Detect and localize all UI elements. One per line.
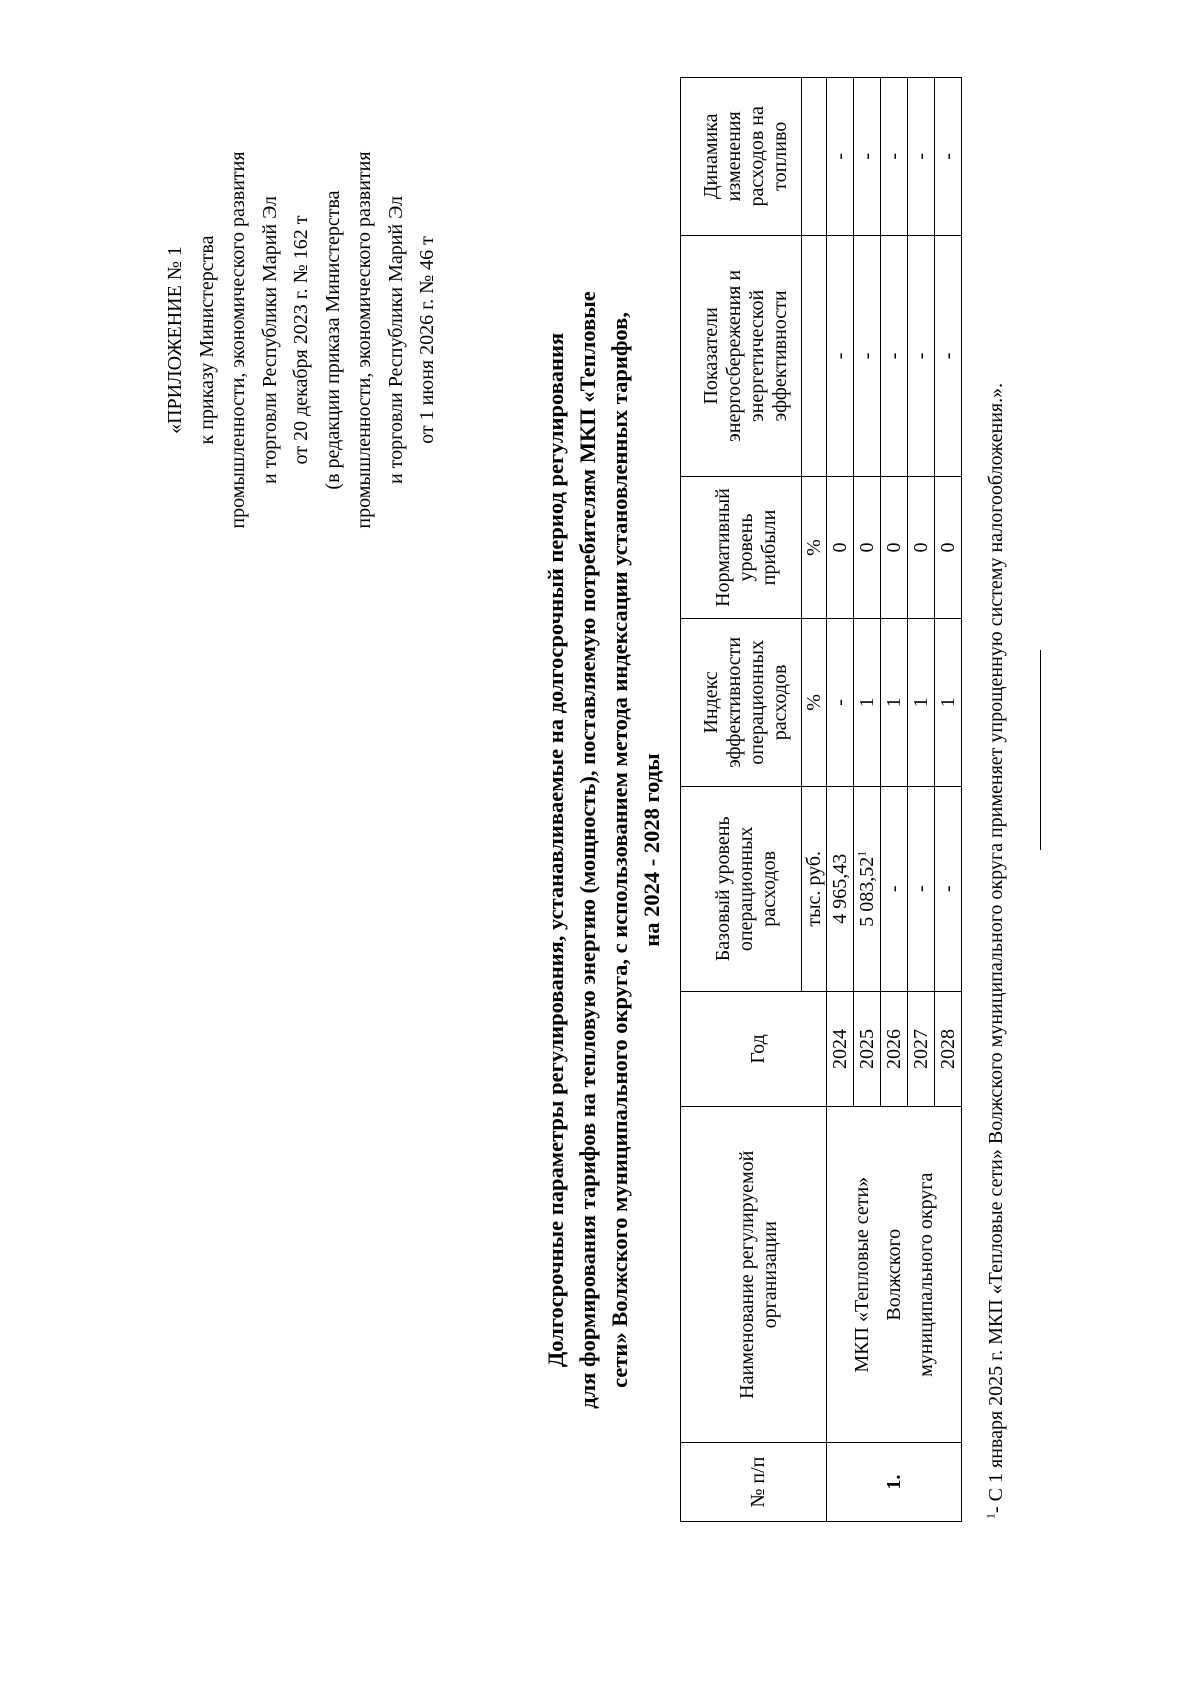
cell-efficiency-index: 1 bbox=[881, 618, 908, 786]
cell-energy-saving: - bbox=[827, 235, 854, 477]
unit-fuel bbox=[802, 78, 827, 236]
title-line: для формирования тарифов на тепловую энергию (мощность), поставляемую потребителям МКП «Тепловые bbox=[575, 291, 600, 1409]
footnote bbox=[985, 119, 1007, 1519]
appendix-line: и торговли Республики Марий Эл bbox=[258, 195, 281, 485]
table-row bbox=[827, 78, 854, 1522]
cell-fuel-dynamics: - bbox=[935, 78, 962, 236]
cell-base-value: - bbox=[909, 885, 932, 893]
cell-year: 2028 bbox=[935, 991, 962, 1107]
footnote-ref: 1 bbox=[853, 850, 868, 857]
appendix-line: к приказу Министерства bbox=[195, 235, 218, 445]
cell-energy-saving: - bbox=[908, 235, 935, 477]
cell-fuel-dynamics: - bbox=[881, 78, 908, 236]
cell-fuel-dynamics: - bbox=[908, 78, 935, 236]
appendix-line: и торговли Республики Марий Эл bbox=[384, 195, 407, 485]
title-line: на 2024 - 2028 годы bbox=[639, 753, 664, 947]
cell-efficiency-index: 1 bbox=[854, 618, 881, 786]
appendix-line: «ПРИЛОЖЕНИЕ № 1 bbox=[164, 246, 186, 434]
cell-base-level bbox=[881, 786, 908, 991]
org-name-line: муниципального округа bbox=[915, 1172, 937, 1377]
cell-base-value: 5 083,52 bbox=[855, 856, 878, 927]
parameters-table bbox=[680, 77, 962, 1522]
footnote-text: - С 1 января 2025 г. МКП «Тепловые сети» Волжского муниципального округа применяет упрощенную систему налогообложения.». bbox=[985, 382, 1007, 1513]
cell-profit-level: 0 bbox=[881, 477, 908, 619]
title-line: сети» Волжского муниципального округа, с использованием метода индексации установленных тарифов, bbox=[607, 312, 632, 1388]
title-line: Долгосрочные параметры регулирования, устанавливаемые на долгосрочный период регулирования bbox=[543, 332, 568, 1368]
cell-fuel-dynamics: - bbox=[827, 78, 854, 236]
cell-base-value: - bbox=[882, 885, 905, 893]
header-base-level: Базовый уровень операционных расходов bbox=[681, 786, 802, 991]
header-energy-saving: Показатели энергосбережения и энергетической эффективности bbox=[681, 235, 802, 477]
appendix-line: (в редакции приказа Министерства bbox=[321, 190, 344, 490]
row-number: 1. bbox=[827, 1443, 962, 1522]
cell-base-level bbox=[827, 786, 854, 991]
cell-profit-level: 0 bbox=[827, 477, 854, 619]
org-name bbox=[827, 1107, 962, 1443]
document-title bbox=[540, 130, 668, 1570]
cell-efficiency-index: 1 bbox=[935, 618, 962, 786]
cell-profit-level: 0 bbox=[854, 477, 881, 619]
cell-year: 2026 bbox=[881, 991, 908, 1107]
footnote-mark: 1 bbox=[983, 1513, 998, 1519]
appendix-line: от 1 июня 2026 г. № 46 т bbox=[416, 236, 438, 444]
header-num: № п/п bbox=[681, 1443, 827, 1522]
org-name-line: Волжского bbox=[883, 1228, 905, 1321]
cell-efficiency-index: 1 bbox=[908, 618, 935, 786]
cell-year: 2027 bbox=[908, 991, 935, 1107]
cell-efficiency-index: - bbox=[827, 618, 854, 786]
org-name-line: МКП «Тепловые сети» bbox=[851, 1176, 873, 1373]
cell-profit-level: 0 bbox=[908, 477, 935, 619]
header-fuel-dynamics: Динамика изменения расходов на топливо bbox=[681, 78, 802, 236]
cell-base-value: - bbox=[936, 885, 959, 893]
appendix-line: промышленности, экономического развития bbox=[353, 151, 375, 529]
unit-profit: % bbox=[802, 477, 827, 619]
cell-fuel-dynamics: - bbox=[854, 78, 881, 236]
cell-profit-level: 0 bbox=[935, 477, 962, 619]
header-profit-level: Нормативный уровень прибыли bbox=[681, 477, 802, 619]
cell-energy-saving: - bbox=[881, 235, 908, 477]
cell-energy-saving: - bbox=[935, 235, 962, 477]
cell-base-level bbox=[854, 786, 881, 991]
cell-year: 2025 bbox=[854, 991, 881, 1107]
appendix-header bbox=[160, 80, 444, 600]
cell-year: 2024 bbox=[827, 991, 854, 1107]
unit-index: % bbox=[802, 618, 827, 786]
unit-base: тыс. руб. bbox=[802, 786, 827, 991]
separator-line bbox=[1040, 650, 1041, 850]
cell-base-level bbox=[908, 786, 935, 991]
appendix-line: промышленности, экономического развития bbox=[227, 151, 249, 529]
header-efficiency-index: Индекс эффективности операционных расходов bbox=[681, 618, 802, 786]
cell-energy-saving: - bbox=[854, 235, 881, 477]
header-year: Год bbox=[681, 991, 827, 1107]
cell-base-value: 4 965,43 bbox=[828, 853, 851, 924]
appendix-line: от 20 декабря 2023 г. № 162 т bbox=[290, 215, 312, 465]
rotated-page bbox=[65, 60, 1185, 1640]
unit-energy bbox=[802, 235, 827, 477]
cell-base-level bbox=[935, 786, 962, 991]
header-org: Наименование регулируемой организации bbox=[681, 1107, 827, 1443]
table-header-row bbox=[681, 78, 802, 1522]
